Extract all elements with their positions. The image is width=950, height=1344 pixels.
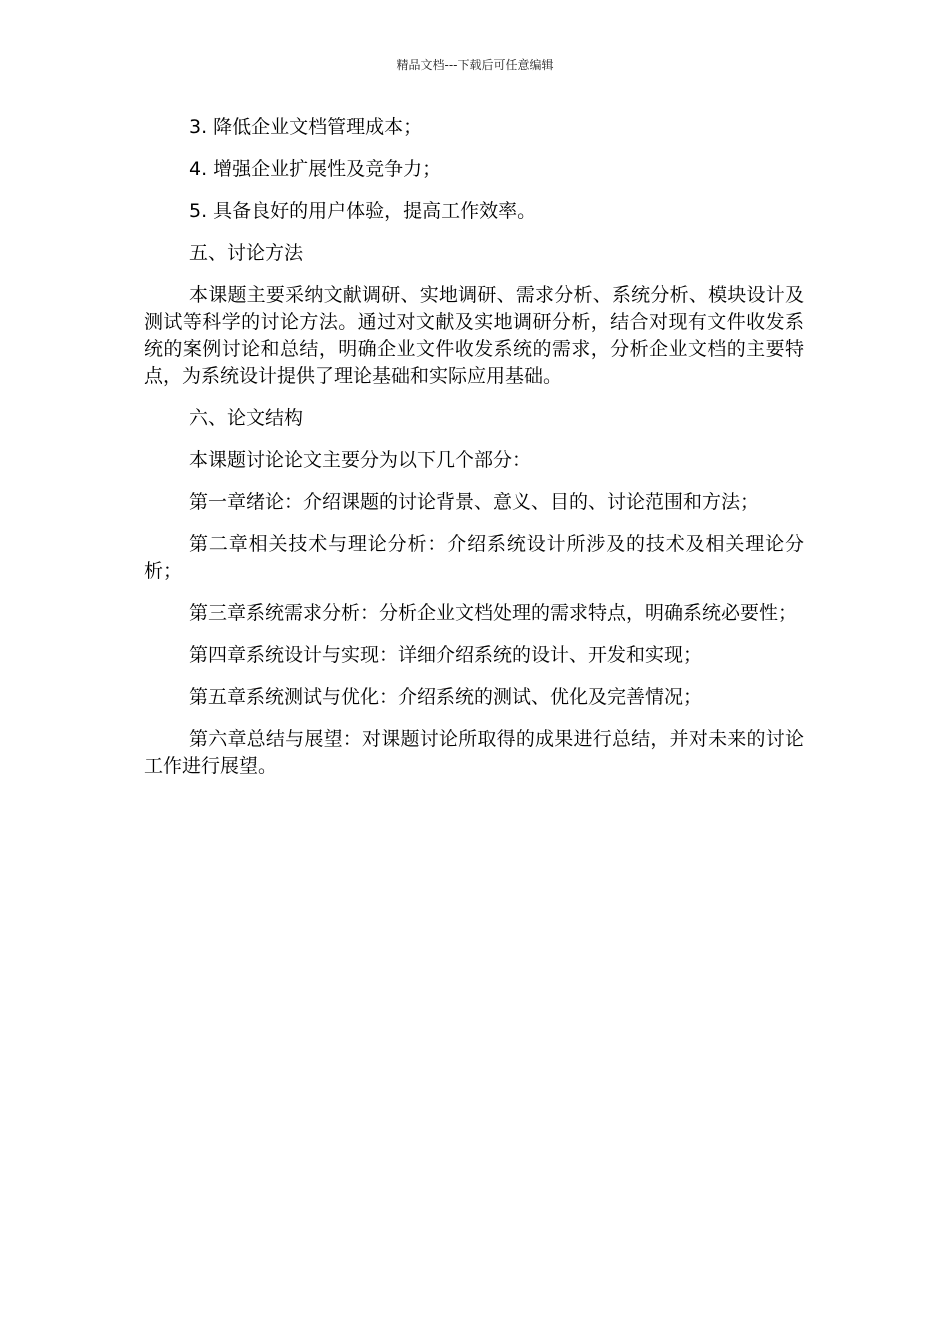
section-heading-research-method: 五、讨论方法 [189, 242, 304, 264]
document-body [144, 114, 804, 795]
chapter-5-summary: 第五章系统测试与优化：介绍系统的测试、优化及完善情况； [189, 686, 703, 708]
chapter-6-summary: 第六章总结与展望：对课题讨论所取得的成果进行总结，并对未来的讨论工作进行展望。 [144, 728, 804, 777]
list-item-4: 4. 增强企业扩展性及竞争力； [189, 158, 442, 180]
page-header: 精品文档---下载后可任意编辑 [396, 58, 554, 72]
chapter-3-summary: 第三章系统需求分析：分析企业文档处理的需求特点，明确系统必要性； [189, 602, 798, 624]
list-item-5: 5. 具备良好的用户体验，提高工作效率。 [189, 200, 537, 222]
research-method-paragraph: 本课题主要采纳文献调研、实地调研、需求分析、系统分析、模块设计及测试等科学的讨论方法。通过对文献及实地调研分析，结合对现有文件收发系统的案例讨论和总结，明确企业文件收发系统的需求，分析企业文档的主要特点，为系统设计提供了理论基础和实际应用基础。 [144, 284, 804, 387]
chapter-1-summary: 第一章绪论：介绍课题的讨论背景、意义、目的、讨论范围和方法； [189, 491, 760, 513]
section-heading-thesis-structure: 六、论文结构 [189, 407, 304, 429]
chapter-4-summary: 第四章系统设计与实现：详细介绍系统的设计、开发和实现； [189, 644, 703, 666]
list-item-3: 3. 降低企业文档管理成本； [189, 116, 423, 138]
thesis-structure-intro: 本课题讨论论文主要分为以下几个部分： [189, 449, 532, 471]
chapter-2-summary: 第二章相关技术与理论分析：介绍系统设计所涉及的技术及相关理论分析； [144, 533, 804, 582]
